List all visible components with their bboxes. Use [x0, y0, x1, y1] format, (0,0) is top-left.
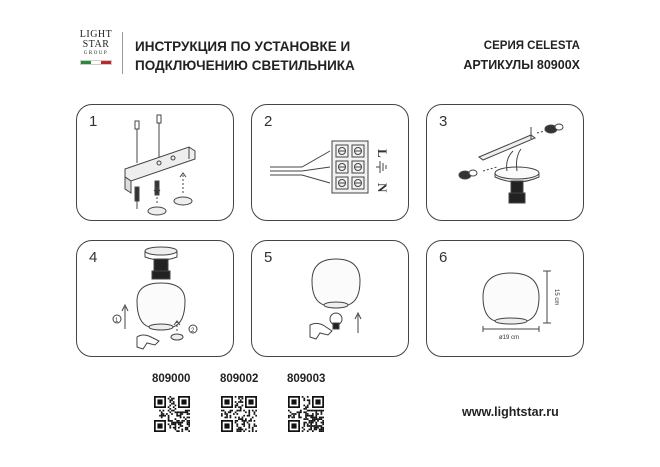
series-name: СЕРИЯ CELESTA — [483, 40, 580, 52]
qr-code-icon[interactable] — [288, 396, 324, 432]
step-number: 5 — [264, 249, 273, 266]
height-dimension-label: 15 cm — [553, 289, 559, 306]
logo-text-group: GROUP — [83, 51, 109, 56]
terminal-label-n: N — [375, 183, 390, 193]
logo-text-light: LIGHT — [79, 29, 113, 40]
article-code-1: 809000 — [152, 373, 191, 385]
step-number: 6 — [439, 249, 448, 266]
article-code-2: 809002 — [220, 373, 259, 385]
step-marker-1: 1 — [115, 318, 119, 324]
mounting-bracket-icon — [77, 105, 235, 222]
step-panel-2 — [251, 104, 409, 221]
logo-text-star: STAR — [82, 39, 110, 50]
qr-code-icon[interactable] — [154, 396, 190, 432]
article-code-3: 809003 — [287, 373, 326, 385]
step-panel-4 — [76, 240, 234, 357]
terminal-label-l: L — [375, 149, 390, 158]
italian-flag-icon — [80, 60, 112, 65]
step-number: 4 — [89, 249, 98, 266]
title-line-1: ИНСТРУКЦИЯ ПО УСТАНОВКЕ И — [135, 39, 351, 54]
step-number: 3 — [439, 113, 448, 130]
bulb-install-icon — [252, 241, 410, 358]
title-line-2: ПОДКЛЮЧЕНИЮ СВЕТИЛЬНИКА — [135, 58, 355, 73]
dimensions-icon — [427, 241, 585, 358]
step-panel-6 — [426, 240, 584, 357]
qr-code-icon[interactable] — [221, 396, 257, 432]
step-number: 1 — [89, 113, 98, 130]
step-panel-5 — [251, 240, 409, 357]
brand-logo — [76, 30, 116, 80]
header-divider — [122, 32, 123, 74]
website-link[interactable]: www.lightstar.ru — [462, 405, 559, 419]
diameter-dimension-label: ø19 cm — [499, 335, 520, 341]
step-panel-3 — [426, 104, 584, 221]
page-title — [135, 37, 355, 75]
step-panel-1 — [76, 104, 234, 221]
ceiling-mount-icon — [427, 105, 585, 222]
shade-install-icon — [77, 241, 235, 358]
series-info — [463, 37, 580, 75]
step-marker-2: 2 — [191, 328, 195, 334]
step-number: 2 — [264, 113, 273, 130]
terminal-block-icon — [252, 105, 410, 222]
article-numbers: АРТИКУЛЫ 80900X — [463, 58, 580, 72]
